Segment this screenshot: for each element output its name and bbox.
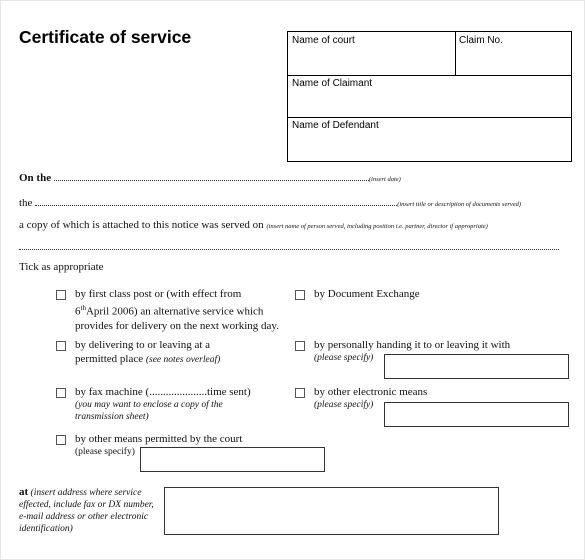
claimant-name-field[interactable] <box>288 75 570 117</box>
delivering-checkbox[interactable] <box>56 341 66 351</box>
personally-specify-input[interactable] <box>384 354 569 379</box>
electronic-specify-input[interactable] <box>384 402 569 427</box>
the-label: the <box>19 197 33 209</box>
defendant-name-field[interactable] <box>288 117 570 160</box>
personally-hint: (please specify) <box>314 353 374 363</box>
on-label: On the <box>19 172 52 184</box>
at-label: at <box>19 486 29 498</box>
at-hint4: identification) <box>19 524 73 534</box>
served-on-label: a copy of which is attached to this notice was served on <box>19 219 264 231</box>
other-means-specify-input[interactable] <box>140 447 325 472</box>
claim-number-label: Claim No. <box>459 35 503 46</box>
served-on-row <box>19 219 488 231</box>
other-means-line1: by other means permitted by the court <box>75 433 243 445</box>
post-day-suffix: th <box>80 304 86 312</box>
date-input[interactable] <box>54 171 369 181</box>
post-line3: provides for delivery on the next working day. <box>75 319 279 332</box>
post-line1: by first class post or (with effect from <box>75 288 242 300</box>
date-row <box>19 171 401 184</box>
electronic-hint: (please specify) <box>314 400 374 410</box>
fax-line1: by fax machine (.....................time sent) <box>75 386 251 398</box>
personally-line1: by personally handing it to or leaving it with <box>314 339 511 351</box>
post-option <box>75 287 295 333</box>
delivering-hint: (see notes overleaf) <box>145 355 221 365</box>
post-checkbox[interactable] <box>56 290 66 300</box>
document-row <box>19 196 521 209</box>
at-hint2: effected, include fax or DX number, <box>19 500 154 510</box>
date-hint: (insert date) <box>368 176 401 183</box>
fax-checkbox[interactable] <box>56 388 66 398</box>
fax-hint1: (you may want to enclose a copy of the <box>75 400 223 410</box>
document-exchange-checkbox[interactable] <box>295 290 305 300</box>
claimant-name-label: Name of Claimant <box>292 78 373 89</box>
other-means-hint: (please specify) <box>75 447 135 457</box>
post-day: 6 <box>75 305 81 318</box>
page-title: Certificate of service <box>19 27 192 47</box>
at-hint1: (insert address where service <box>30 488 142 498</box>
delivering-line2-text: permitted place <box>75 353 144 365</box>
court-name-field[interactable] <box>288 32 455 75</box>
post-line2 <box>75 301 295 319</box>
delivering-line2 <box>75 352 295 366</box>
address-instruction <box>19 486 164 535</box>
served-on-hint: (insert name of person served, including position i.e. partner, director if appropriate) <box>266 223 488 230</box>
document-exchange-option: by Document Exchange <box>314 288 420 300</box>
address-input[interactable] <box>164 487 499 535</box>
fax-hint2: transmission sheet) <box>75 412 149 422</box>
tick-instruction: Tick as appropriate <box>19 261 104 273</box>
claim-number-field[interactable] <box>455 32 570 75</box>
fax-option <box>75 385 295 423</box>
court-name-label: Name of court <box>292 35 355 46</box>
document-input[interactable] <box>35 196 397 206</box>
delivering-line1: by delivering to or leaving at a <box>75 339 211 351</box>
defendant-name-label: Name of Defendant <box>292 120 379 131</box>
delivering-option <box>75 338 295 366</box>
post-line2-text: April 2006) an alternative service which <box>85 305 264 318</box>
document-hint: (insert title or description of documents served) <box>397 201 522 208</box>
personally-checkbox[interactable] <box>295 341 305 351</box>
served-on-input[interactable] <box>19 249 559 250</box>
electronic-checkbox[interactable] <box>295 388 305 398</box>
other-means-checkbox[interactable] <box>56 435 66 445</box>
at-hint3: e-mail address or other electronic <box>19 512 149 522</box>
electronic-line1: by other electronic means <box>314 386 428 398</box>
header-table <box>287 31 572 162</box>
